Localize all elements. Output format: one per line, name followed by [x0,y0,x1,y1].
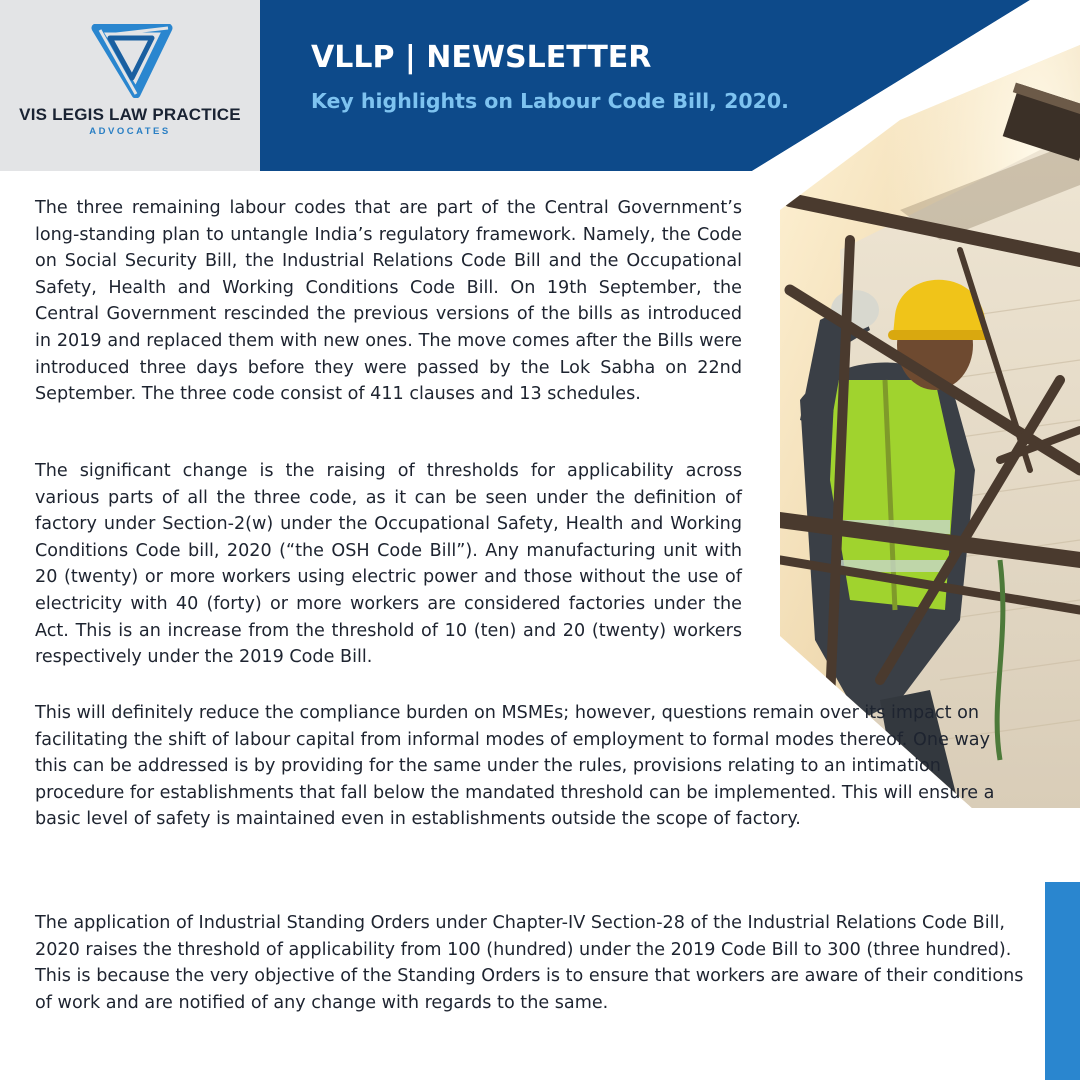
accent-bar [1045,882,1080,1080]
brand-name: VIS LEGIS LAW PRACTICE [19,105,241,124]
paragraph-standing-orders: The application of Industrial Standing Orders under Chapter-IV Section-28 of the Industrial Relations Code Bill, 2020 raises the threshold of applicability from 100 (hundred) under the 2019 Code Bill to 300 (three hundred). This is because the very objective of the Standing Orders is to ensure that workers are aware of their conditions of work and are notified of any change with regards to the same. [35,913,1024,1013]
newsletter-title: VLLP | NEWSLETTER [311,40,652,75]
newsletter-subtitle: Key highlights on Labour Code Bill, 2020. [311,89,789,113]
paragraph-msme-impact: This will definitely reduce the compliance burden on MSMEs; however, questions remain over its impact on facilitating the shift of labour capital from informal modes of employment to formal modes thereof. One way this can be addressed is by providing for the same under the rules, provisions relating to an intimation procedure for establishments that fall below the mandated threshold can be implemented. This will ensure a basic level of safety is maintained even in establishments outside the scope of factory. [35,703,995,830]
brand-tagline: ADVOCATES [89,126,171,137]
paragraph-thresholds: The significant change is the raising of thresholds for applicability across various parts of all the three code, as it can be seen under the definition of factory under Section-2(w) under the Occupational Safety, Health and Working Conditions Code bill, 2020 (“the OSH Code Bill”). Any manufacturing unit with 20 (twenty) or more workers using electric power and those without the use of electricity with 40 (forty) or more workers are considered factories under the Act. This is an increase from the threshold of 10 (ten) and 20 (twenty) workers respectively under the 2019 Code Bill. [35,461,742,668]
paragraph-intro: The three remaining labour codes that are part of the Central Government’s long-standing plan to untangle India’s regulatory framework. Namely, the Code on Social Security Bill, the Industrial Relations Code Bill and the Occupational Safety, Health and Working Conditions Code Bill. On 19th September, the Central Government rescinded the previous versions of the bills as introduced in 2019 and replaced them with new ones. The move comes after the Bills were introduced three days before they were passed by the Lok Sabha on 22nd September. The three code consist of 411 clauses and 13 schedules. [35,198,742,405]
